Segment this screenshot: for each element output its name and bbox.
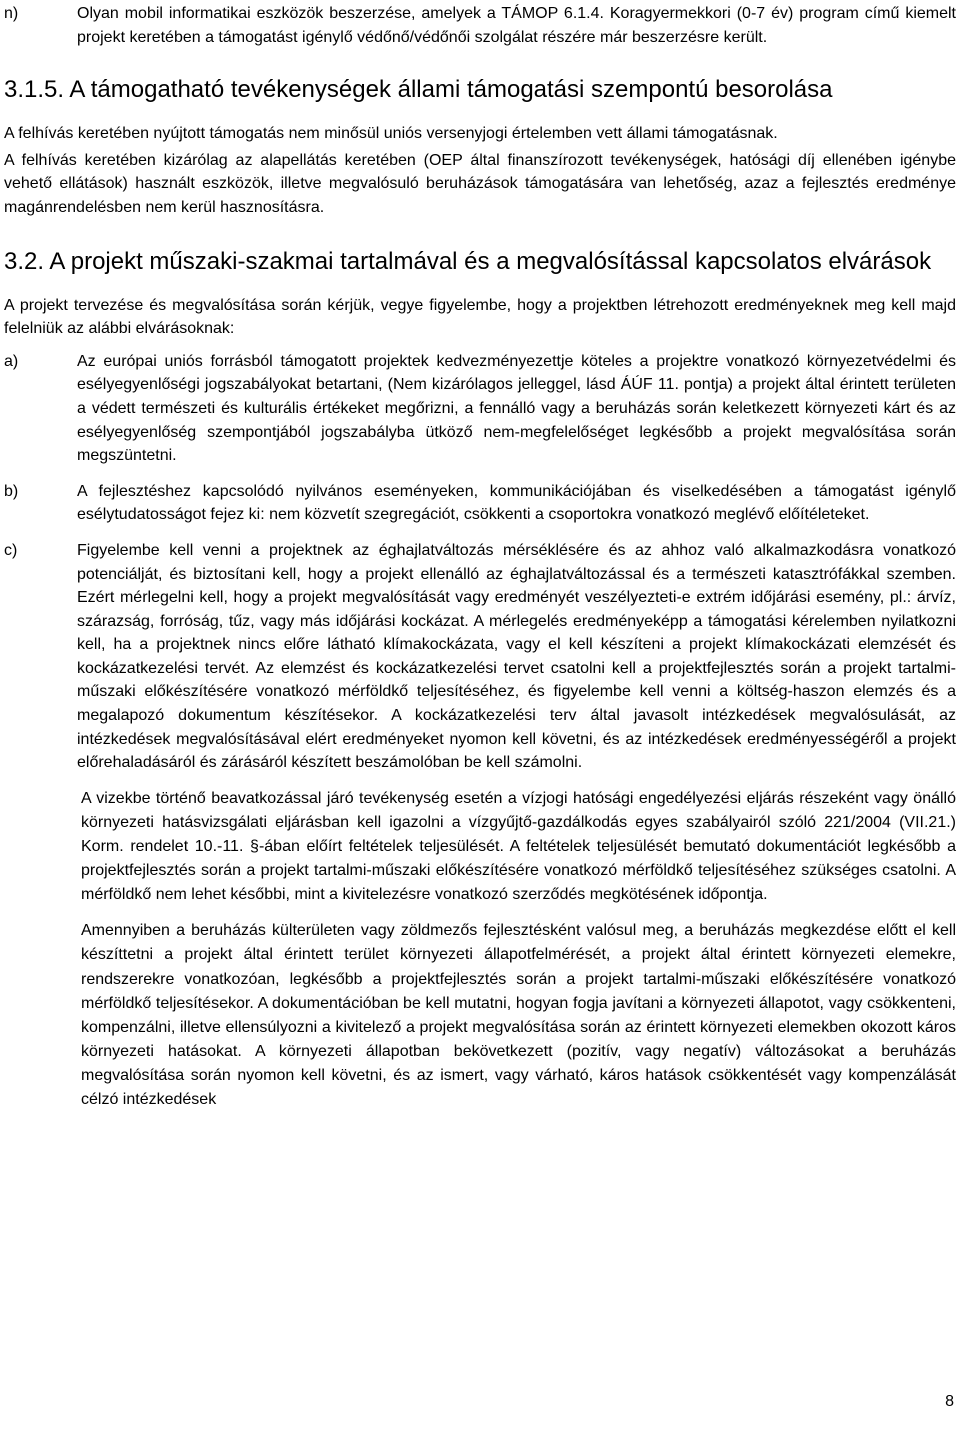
list-item-a	[4, 350, 956, 468]
list-item-text: Olyan mobil informatikai eszközök beszerzése, amelyek a TÁMOP 6.1.4. Koragyermekkori (0-7 év) program című kiemelt projekt keretében a támogatást igénylő védőnő/védőnői szolgálat részére már beszerzésre került.	[77, 5, 956, 46]
paragraph-primary-care: A felhívás keretében kizárólag az alapellátás keretében (OEP által finanszírozott tevékenységek, hatósági díj ellenében igénybe vehető ellátások) használt eszközök, illetve megvalósuló beruházások támogatására van lehetőség, azaz a fejlesztés eredménye magánrendelésben nem kerül hasznosításra.	[4, 151, 956, 216]
list-marker: n)	[4, 5, 19, 22]
list-marker: b)	[4, 482, 19, 500]
paragraph-state-aid: A felhívás keretében nyújtott támogatás nem minősül uniós versenyjogi értelemben vett állami támogatásnak.	[4, 125, 778, 143]
paragraph-water-intervention: A vizekbe történő beavatkozással járó tevékenység esetén a vízjogi hatósági engedélyezési eljárás részeként vagy önálló környezeti hatásvizsgálati eljárásban kell igazolni a vízgyűjtő-gazdálkodás egyes szabályairól szóló 221/2004 (VII.21.) Korm. rendelet 10.-11. §-ában előírt feltételek teljesülését. A feltételek teljesülését bemutató dokumentációt legkésőbb a projektfejlesztés során a projekt tartalmi-műszaki előkészítésére vonatkozó mérföldkő teljesítéséhez szükséges csatolni. A mérföldkő nem lehet későbbi, mint a kivitelezésre vonatkozó szerződés megkötésének időpontja.	[81, 789, 956, 904]
list-item-c	[4, 539, 956, 775]
section-heading-3-2: 3.2. A projekt műszaki-szakmai tartalmával és a megvalósítással kapcsolatos elvárások	[4, 247, 932, 275]
list-item-text: A fejlesztéshez kapcsolódó nyilvános eseményeken, kommunikációjában és viselkedésében a támogatást igénylő esélytudatosságot fejez ki: nem közvetít szegregációt, csökkenti a csoportokra vonatkozó meglévő előítéleteket.	[77, 482, 956, 524]
page-number: 8	[945, 1393, 954, 1410]
requirements-list	[4, 350, 956, 775]
list-marker: c)	[4, 541, 18, 559]
list-item-b	[4, 480, 956, 527]
section-heading-3-1-5: 3.1.5. A támogatható tevékenységek állami támogatási szempontú besorolása	[4, 76, 833, 104]
list-item-n	[4, 2, 956, 49]
paragraph-requirements-intro: A projekt tervezése és megvalósítása során kérjük, vegye figyelembe, hogy a projektben létrehozott eredményeknek meg kell majd felelniük az alábbi elvárásoknak:	[4, 296, 956, 338]
list-item-text: Az európai uniós forrásból támogatott projektek kedvezményezettje köteles a projektre vonatkozó környezetvédelmi és esélyegyenlőségi jogszabályokat betartani, (Nem kizárólagos jelleggel, lásd ÁÚF 11. pontja) a projekt által érintett területen a védett természeti és kulturális értékeket megőrizni, a fennálló vagy a beruházás során keletkezett környezeti kárt és az esélyegyenlőség szempontjából jogszabályba ütköző nem-megfelelőséget legkésőbb a projekt megvalósítása során megszüntetni.	[77, 352, 956, 465]
list-marker: a)	[4, 352, 19, 370]
list-item-text: Figyelembe kell venni a projektnek az éghajlatváltozás mérséklésére és az ahhoz való alkalmazkodásra vonatkozó potenciálját, és biztosítani kell, hogy a projekt ellenálló az éghajlatváltozással és a természeti katasztrófákkal szemben. Ezért mérlegelni kell, hogy a projekt megvalósítását vagy eredményét veszélyezteti-e extrém időjárási esemény, pl.: árvíz, szárazság, forróság, tűz, vagy más időjárási kockázat. A mérlegelés eredményeképp a támogatási kérelemben nyilatkozni kell, ha a projektnek nincs előre látható klímakockázata, vagy el kell készíteni a projekt klímakockázati elemzését és kockázatkezelési tervét. Az elemzést és kockázatkezelési tervet csatolni kell a projektfejlesztés során a projekt tartalmi-műszaki előkészítésére vonatkozó mérföldkő teljesítéséhez, és figyelembe kell venni a költség-haszon elemzés és a megalapozó dokumentum készítésekor. A kockázatkezelési terv által javasolt intézkedések megvalósulását, az intézkedések megvalósításával elért eredményeket nyomon kell követni, és az intézkedések eredményességéről a projekt előrehaladásáról és zárásáról készített beszámolóban be kell számolni.	[77, 541, 956, 772]
paragraph-environmental-survey: Amennyiben a beruházás külterületen vagy zöldmezős fejlesztésként valósul meg, a beruházás megkezdése előtt el kell készíttetni a projekt által érintett terület környezeti állapotfelmérését, a projekt által érintett környezeti elemekre, rendszerekre vonatkozóan, legkésőbb a projektfejlesztés során a projekt tartalmi-műszaki előkészítésére vonatkozó mérföldkő teljesítésekor. A dokumentációban be kell mutatni, hogyan fogja javítani a környezeti állapotot, vagy csökkenteni, kompenzálni, illetve ellensúlyozni a kivitelező a projekt megvalósítása során az érintett környezeti elemekben okozott káros környezeti hatásokat. A környezeti állapotban bekövetkezett (pozitív, vagy negatív) változásokat a beruházás megvalósítása során nyomon kell követni, és az ismert, vagy várható, káros hatások csökkentését vagy kompenzálását célzó intézkedések	[81, 922, 956, 1108]
